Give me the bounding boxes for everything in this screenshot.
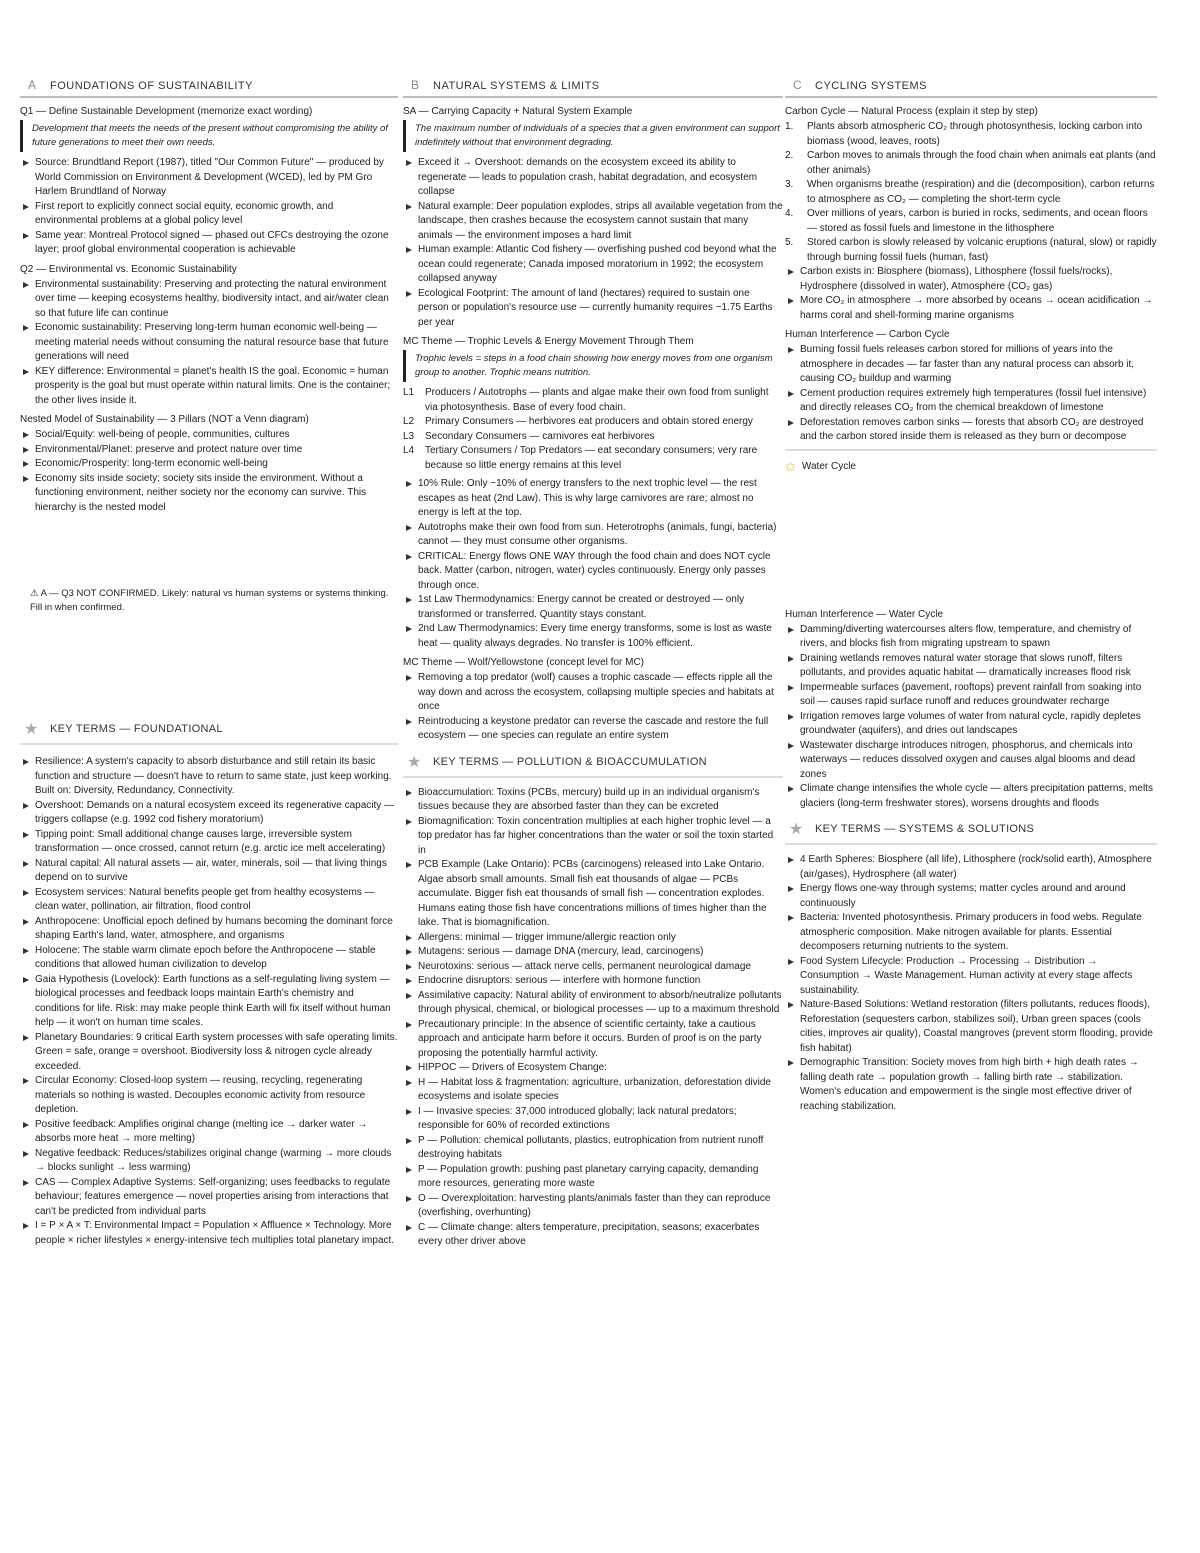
level-text: Secondary Consumers — carnivores eat herbivores <box>425 430 655 442</box>
list-item: Bacteria: Invented photosynthesis. Primary producers in food webs. Regulate atmospheric composition. Make nitrogen available for plants. Essential decomposers returning nutrients to the system. <box>785 911 1157 955</box>
star-icon: ★ <box>407 753 422 771</box>
list-item <box>403 415 783 430</box>
sa-heading: SA — Carrying Capacity + Natural System Example <box>403 106 633 117</box>
list-item: Biomagnification: Toxin concentration multiplies at each higher trophic level — a top predator has far higher concentrations than the water or soil the toxin started in <box>403 815 783 859</box>
list-item: Deforestation removes carbon sinks — forests that absorb CO₂ are destroyed and the carbon stored inside them is released as they burn or decompose <box>785 416 1157 445</box>
level-number: L1 <box>403 387 415 398</box>
q1-quote: Development that meets the needs of the present without compromising the ability of future generations to meet their own needs. <box>20 120 398 152</box>
trophic-list <box>403 477 783 651</box>
keyterms-foundational-header <box>20 719 398 745</box>
list-item <box>785 178 1157 207</box>
list-item: HIPPOC — Drivers of Ecosystem Change: <box>403 1061 783 1076</box>
water-interference-heading: Human Interference — Water Cycle <box>785 608 944 620</box>
water-cycle-label: Water Cycle <box>801 461 856 472</box>
level-text: Tertiary Consumers / Top Predators — eat secondary consumers; very rare because so little energy remains at this level <box>425 445 758 471</box>
section-header-a <box>20 78 398 98</box>
list-item: Human example: Atlantic Cod fishery — overfishing pushed cod beyond what the ocean could regenerate; Canada imposed moratorium in 1992; the ecosystem collapsed anyway <box>403 243 783 287</box>
level-text: Primary Consumers — herbivores eat producers and obtain stored energy <box>425 416 753 427</box>
level-number: L3 <box>403 430 415 442</box>
list-item: Ecological Footprint: The amount of land (hectares) required to sustain one person or population's resource use — currently humanity requires ~1.75 Earths per year <box>403 287 783 331</box>
carbon-interference-list <box>785 343 1157 445</box>
water-cycle-header <box>785 449 1157 475</box>
trophic-levels-list <box>403 386 783 473</box>
column-cycling-systems <box>785 78 1157 1114</box>
list-item: Nature-Based Solutions: Wetland restoration (filters pollutants, reduces floods), Reforestation (sequesters carbon, stabilizes soil), Urban green spaces (cools cities, improves air quality), Coastal mangroves (prevent storm flooding, provide fish habitat) <box>785 998 1157 1056</box>
step-number: 3. <box>785 179 794 190</box>
section-header-b <box>403 78 783 98</box>
step-number: 4. <box>785 208 794 219</box>
list-item: I — Invasive species: 37,000 introduced globally; lack natural predators; responsible for 60% of recorded extinctions <box>403 1105 783 1134</box>
wolf-heading: MC Theme — Wolf/Yellowstone (concept level for MC) <box>403 657 645 668</box>
q3-warning-note: ⚠ A — Q3 NOT CONFIRMED. Likely: natural vs human systems or systems thinking. Fill in when confirmed. <box>30 588 389 613</box>
keyterms-title: KEY TERMS — POLLUTION & BIOACCUMULATION <box>433 755 707 768</box>
list-item: O — Overexploitation: harvesting plants/animals faster than they can reproduce (overfishing, overhunting) <box>403 1192 783 1221</box>
step-text: Plants absorb atmospheric CO₂ through photosynthesis, locking carbon into biomass (wood, leaves, roots) <box>807 121 1143 147</box>
list-item: Source: Brundtland Report (1987), titled "Our Common Future" — produced by World Commission on Environment & Development (WCED), led by PM Gro Harlem Brundtland of Norway <box>20 156 398 200</box>
list-item: Economy sits inside society; society sits inside the environment. Without a functioning environment, neither society nor the economy can survive. This hierarchy is the nested model <box>20 472 398 516</box>
list-item: Climate change intensifies the whole cycle — alters precipitation patterns, melts glaciers (long-term freshwater stores), worsens droughts and floods <box>785 782 1157 811</box>
list-item <box>785 207 1157 236</box>
keyterms-title: KEY TERMS — FOUNDATIONAL <box>50 723 223 735</box>
list-item <box>403 430 783 445</box>
section-letter: B <box>411 78 420 92</box>
list-item: Damming/diverting watercourses alters flow, temperature, and chemistry of rivers, and blocks fish from migrating upstream to spawn <box>785 623 1157 652</box>
list-item: P — Pollution: chemical pollutants, plastics, eutrophication from nutrient runoff destroying habitats <box>403 1134 783 1163</box>
list-item: Assimilative capacity: Natural ability of environment to absorb/neutralize pollutants through physical, chemical, or biological processes — up to a maximum threshold <box>403 989 783 1018</box>
list-item: Natural example: Deer population explodes, strips all available vegetation from the landscape, then crashes because the ecosystem cannot sustain that many animals — the environment imposes a hard limit <box>403 200 783 244</box>
list-item: Endocrine disruptors: serious — interfere with hormone function <box>403 974 783 989</box>
level-number: L4 <box>403 445 415 456</box>
level-number: L2 <box>403 416 415 427</box>
sa-quote: The maximum number of individuals of a species that a given environment can support indefinitely without that environment degrading. <box>403 120 783 152</box>
list-item: Carbon exists in: Biosphere (biomass), Lithosphere (fossil fuels/rocks), Hydrosphere (dissolved in water), Atmosphere (CO₂ gas) <box>785 265 1157 294</box>
list-item: Tipping point: Small additional change causes large, irreversible system transformation — once crossed, cannot return (e.g. arctic ice melt accelerating) <box>20 828 398 857</box>
list-item: Same year: Montreal Protocol signed — phased out CFCs destroying the ozone layer; proof global environmental cooperation is achievable <box>20 229 398 258</box>
list-item: Anthropocene: Unofficial epoch defined by humans becoming the dominant force shaping Earth's land, water, atmosphere, and organisms <box>20 915 398 944</box>
list-item: Draining wetlands removes natural water storage that slows runoff, filters pollutants, and provides aquatic habitat — dramatically increases flood risk <box>785 652 1157 681</box>
level-text: Producers / Autotrophs — plants and algae make their own food from sunlight via photosynthesis. Base of every food chain. <box>425 387 769 413</box>
list-item: H — Habitat loss & fragmentation: agriculture, urbanization, deforestation divide ecosystems and isolate species <box>403 1076 783 1105</box>
carbon-interference-heading: Human Interference — Carbon Cycle <box>785 329 950 340</box>
list-item: Energy flows one-way through systems; matter cycles around and around continuously <box>785 882 1157 911</box>
list-item: Economic/Prosperity: long-term economic well-being <box>20 457 398 472</box>
keyterms-pollution-list <box>403 786 783 1250</box>
keyterms-pollution-header <box>403 752 783 778</box>
list-item <box>403 444 783 473</box>
list-item: Bioaccumulation: Toxins (PCBs, mercury) build up in an individual organism's tissues because they are absorbed faster than they can be excreted <box>403 786 783 815</box>
star-icon: ★ <box>24 721 39 738</box>
list-item: C — Climate change: alters temperature, precipitation, seasons; exacerbates every other driver above <box>403 1221 783 1250</box>
list-item: Mutagens: serious — damage DNA (mercury, lead, carcinogens) <box>403 945 783 960</box>
list-item: Resilience: A system's capacity to absorb disturbance and still retain its basic function and structure — doesn't have to return to same state, just keep working. Built on: Diversity, Redundancy, Connectivity. <box>20 755 398 799</box>
section-letter: A <box>28 78 37 92</box>
list-item: Precautionary principle: In the absence of scientific certainty, take a cautious approach and anticipate harm before it occurs. Burden of proof is on the party proposing the potentially harmful activity. <box>403 1018 783 1062</box>
list-item: Gaia Hypothesis (Lovelock): Earth functions as a self-regulating living system — biological processes and feedback loops maintain Earth's chemistry and conditions for life. Risk: may make people think Earth will fix itself without human help — it won't on human time scales. <box>20 973 398 1031</box>
list-item: Reintroducing a keystone predator can reverse the cascade and restore the full ecosystem — one species can regulate an entire system <box>403 715 783 744</box>
list-item: 4 Earth Spheres: Biosphere (all life), Lithosphere (rock/solid earth), Atmosphere (air/gases), Hydrosphere (all water) <box>785 853 1157 882</box>
list-item: Allergens: minimal — trigger immune/allergic reaction only <box>403 931 783 946</box>
list-item <box>785 149 1157 178</box>
column-natural-systems <box>403 78 783 1250</box>
trophic-quote: Trophic levels = steps in a food chain showing how energy moves from one organism group to another. Trophic means nutrition. <box>403 350 783 382</box>
section-letter: C <box>793 78 803 92</box>
keyterms-systems-list <box>785 853 1157 1114</box>
star-icon: ★ <box>789 821 804 838</box>
section-title: NATURAL SYSTEMS & LIMITS <box>433 80 600 92</box>
step-number: 2. <box>785 150 794 161</box>
carbon-heading: Carbon Cycle — Natural Process (explain it step by step) <box>785 106 1038 117</box>
step-text: When organisms breathe (respiration) and die (decomposition), carbon returns to atmosphere as CO₂ — completing the short-term cycle <box>807 179 1155 205</box>
list-item: 1st Law Thermodynamics: Energy cannot be created or destroyed — only transformed or transferred. Quantity stays constant. <box>403 593 783 622</box>
carbon-steps-list <box>785 120 1157 265</box>
water-cycle-title <box>785 459 1157 475</box>
q1-heading: Q1 — Define Sustainable Development (memorize exact wording) <box>20 106 313 117</box>
list-item: Social/Equity: well-being of people, communities, cultures <box>20 428 398 443</box>
keyterms-systems-header <box>785 819 1157 845</box>
list-item: Impermeable surfaces (pavement, rooftops) prevent rainfall from soaking into soil — causes rapid surface runoff and reduces groundwater recharge <box>785 681 1157 710</box>
nested-model-list <box>20 428 398 515</box>
carbon-list <box>785 265 1157 323</box>
wolf-list <box>403 671 783 744</box>
list-item <box>403 386 783 415</box>
step-text: Stored carbon is slowly released by volcanic eruptions (natural, slow) or rapidly through burning fossil fuels (human, fast) <box>807 237 1157 263</box>
list-item: Food System Lifecycle: Production → Processing → Distribution → Consumption → Waste Management. Human activity at every stage affects sustainability. <box>785 955 1157 999</box>
list-item: Natural capital: All natural assets — air, water, minerals, soil — that living things depend on to survive <box>20 857 398 886</box>
list-item: CRITICAL: Energy flows ONE WAY through the food chain and does NOT cycle back. Matter (carbon, nitrogen, water) cycles continuously. Energy only passes through once. <box>403 550 783 594</box>
step-number: 5. <box>785 237 794 248</box>
list-item: 10% Rule: Only ~10% of energy transfers to the next trophic level — the rest escapes as heat (2nd Law). This is why large carnivores are rare; almost no energy is left at the top. <box>403 477 783 521</box>
q1-list <box>20 156 398 258</box>
list-item: Environmental sustainability: Preserving and protecting the natural environment over time — keeping ecosystems healthy, biodiversity intact, and air/water clean so that future life can continue <box>20 278 398 322</box>
list-item: More CO₂ in atmosphere → more absorbed by oceans → ocean acidification → harms coral and shell-forming marine organisms <box>785 294 1157 323</box>
water-interference-list <box>785 623 1157 812</box>
list-item: Environmental/Planet: preserve and protect nature over time <box>20 443 398 458</box>
list-item: First report to explicitly connect social equity, economic growth, and environmental problems at a global policy level <box>20 200 398 229</box>
list-item: 2nd Law Thermodynamics: Every time energy transforms, some is lost as waste heat — quality always degrades. No transfer is 100% efficient. <box>403 622 783 651</box>
list-item: Economic sustainability: Preserving long-term human economic well-being — meeting material needs without consuming the natural resource base that future generations will need <box>20 321 398 365</box>
list-item: Irrigation removes large volumes of water from natural cycle, rapidly depletes groundwater (aquifers), and dries out landscapes <box>785 710 1157 739</box>
list-item: KEY difference: Environmental = planet's health IS the goal. Economic = human prosperity is the goal but must operate within natural limits. One is the container; the other lives inside it. <box>20 365 398 409</box>
list-item: Overshoot: Demands on a natural ecosystem exceed its regenerative capacity — triggers collapse (e.g. 1992 cod fishery moratorium) <box>20 799 398 828</box>
list-item: Planetary Boundaries: 9 critical Earth system processes with safe operating limits. Green = safe, orange = overshoot. Biodiversity loss & nitrogen cycle already exceeded. <box>20 1031 398 1075</box>
step-text: Over millions of years, carbon is buried in rocks, sediments, and ocean floors — stored as fossil fuels and limestone in the lithosphere <box>807 208 1148 234</box>
nested-model-heading: Nested Model of Sustainability — 3 Pillars (NOT a Venn diagram) <box>20 414 309 425</box>
list-item: P — Population growth: pushing past planetary carrying capacity, demanding more resources, generating more waste <box>403 1163 783 1192</box>
step-text: Carbon moves to animals through the food chain when animals eat plants (and other animals) <box>807 150 1156 176</box>
list-item: PCB Example (Lake Ontario): PCBs (carcinogens) released into Lake Ontario. Algae absorb small amounts. Small fish eat thousands of algae — PCBs accumulate. Bigger fish eat thousands of small fish — concentration explodes. Humans eating those fish have concentrations millions of times higher than the lake. That is biomagnification. <box>403 858 783 931</box>
list-item: Positive feedback: Amplifies original change (melting ice → darker water → absorbs more heat → more melting) <box>20 1118 398 1147</box>
column-foundations <box>20 78 398 1248</box>
section-title: CYCLING SYSTEMS <box>815 80 928 92</box>
list-item: I = P × A × T: Environmental Impact = Population × Affluence × Technology. More people × richer lifestyles × energy-intensive tech multiplies total planetary impact. <box>20 1219 398 1248</box>
keyterms-foundational-list <box>20 755 398 1248</box>
list-item: CAS — Complex Adaptive Systems: Self-organizing; uses feedbacks to regulate behaviour; features emergence — novel properties arising from interactions that can't be predicted from individual parts <box>20 1176 398 1220</box>
list-item: Wastewater discharge introduces nitrogen, phosphorus, and chemicals into waterways — reduces dissolved oxygen and causes algal blooms and dead zones <box>785 739 1157 783</box>
star-icon: ✩ <box>785 458 796 474</box>
step-number: 1. <box>785 121 794 132</box>
list-item: Negative feedback: Reduces/stabilizes original change (warming → more clouds → blocks sunlight → less warming) <box>20 1147 398 1176</box>
q2-list <box>20 278 398 409</box>
trophic-heading: MC Theme — Trophic Levels & Energy Movement Through Them <box>403 336 694 347</box>
list-item: Holocene: The stable warm climate epoch before the Anthropocene — stable conditions that allowed human civilization to develop <box>20 944 398 973</box>
list-item: Ecosystem services: Natural benefits people get from healthy ecosystems — clean water, pollination, air filtration, flood control <box>20 886 398 915</box>
list-item <box>785 236 1157 265</box>
keyterms-title: KEY TERMS — SYSTEMS & SOLUTIONS <box>815 823 1035 835</box>
list-item: Autotrophs make their own food from sun. Heterotrophs (animals, fungi, bacteria) cannot — they must consume other organisms. <box>403 521 783 550</box>
list-item: Burning fossil fuels releases carbon stored for millions of years into the atmosphere in decades — far faster than any natural process can absorb it, causing CO₂ buildup and warming <box>785 343 1157 387</box>
section-title: FOUNDATIONS OF SUSTAINABILITY <box>50 80 253 92</box>
sa-list <box>403 156 783 330</box>
list-item: Cement production requires extremely high temperatures (fossil fuel intensive) and directly releases CO₂ from the chemical breakdown of limestone <box>785 387 1157 416</box>
section-header-c <box>785 78 1157 98</box>
list-item: Exceed it → Overshoot: demands on the ecosystem exceed its ability to regenerate — leads to population crash, habitat degradation, and ecosystem collapse <box>403 156 783 200</box>
list-item: Circular Economy: Closed-loop system — reusing, recycling, regenerating materials so nothing is wasted. Decouples economic activity from resource depletion. <box>20 1074 398 1118</box>
q2-heading: Q2 — Environmental vs. Economic Sustainability <box>20 263 237 275</box>
list-item <box>785 120 1157 149</box>
list-item: Removing a top predator (wolf) causes a trophic cascade — effects ripple all the way down and across the ecosystem, collapsing multiple species and habitats at once <box>403 671 783 715</box>
list-item: Neurotoxins: serious — attack nerve cells, permanent neurological damage <box>403 960 783 975</box>
list-item: Demographic Transition: Society moves from high birth + high death rates → falling death rate → population growth → falling birth rate → stabilization. Women's education and empowerment is the single most effective driver of reaching stabilization. <box>785 1056 1157 1114</box>
